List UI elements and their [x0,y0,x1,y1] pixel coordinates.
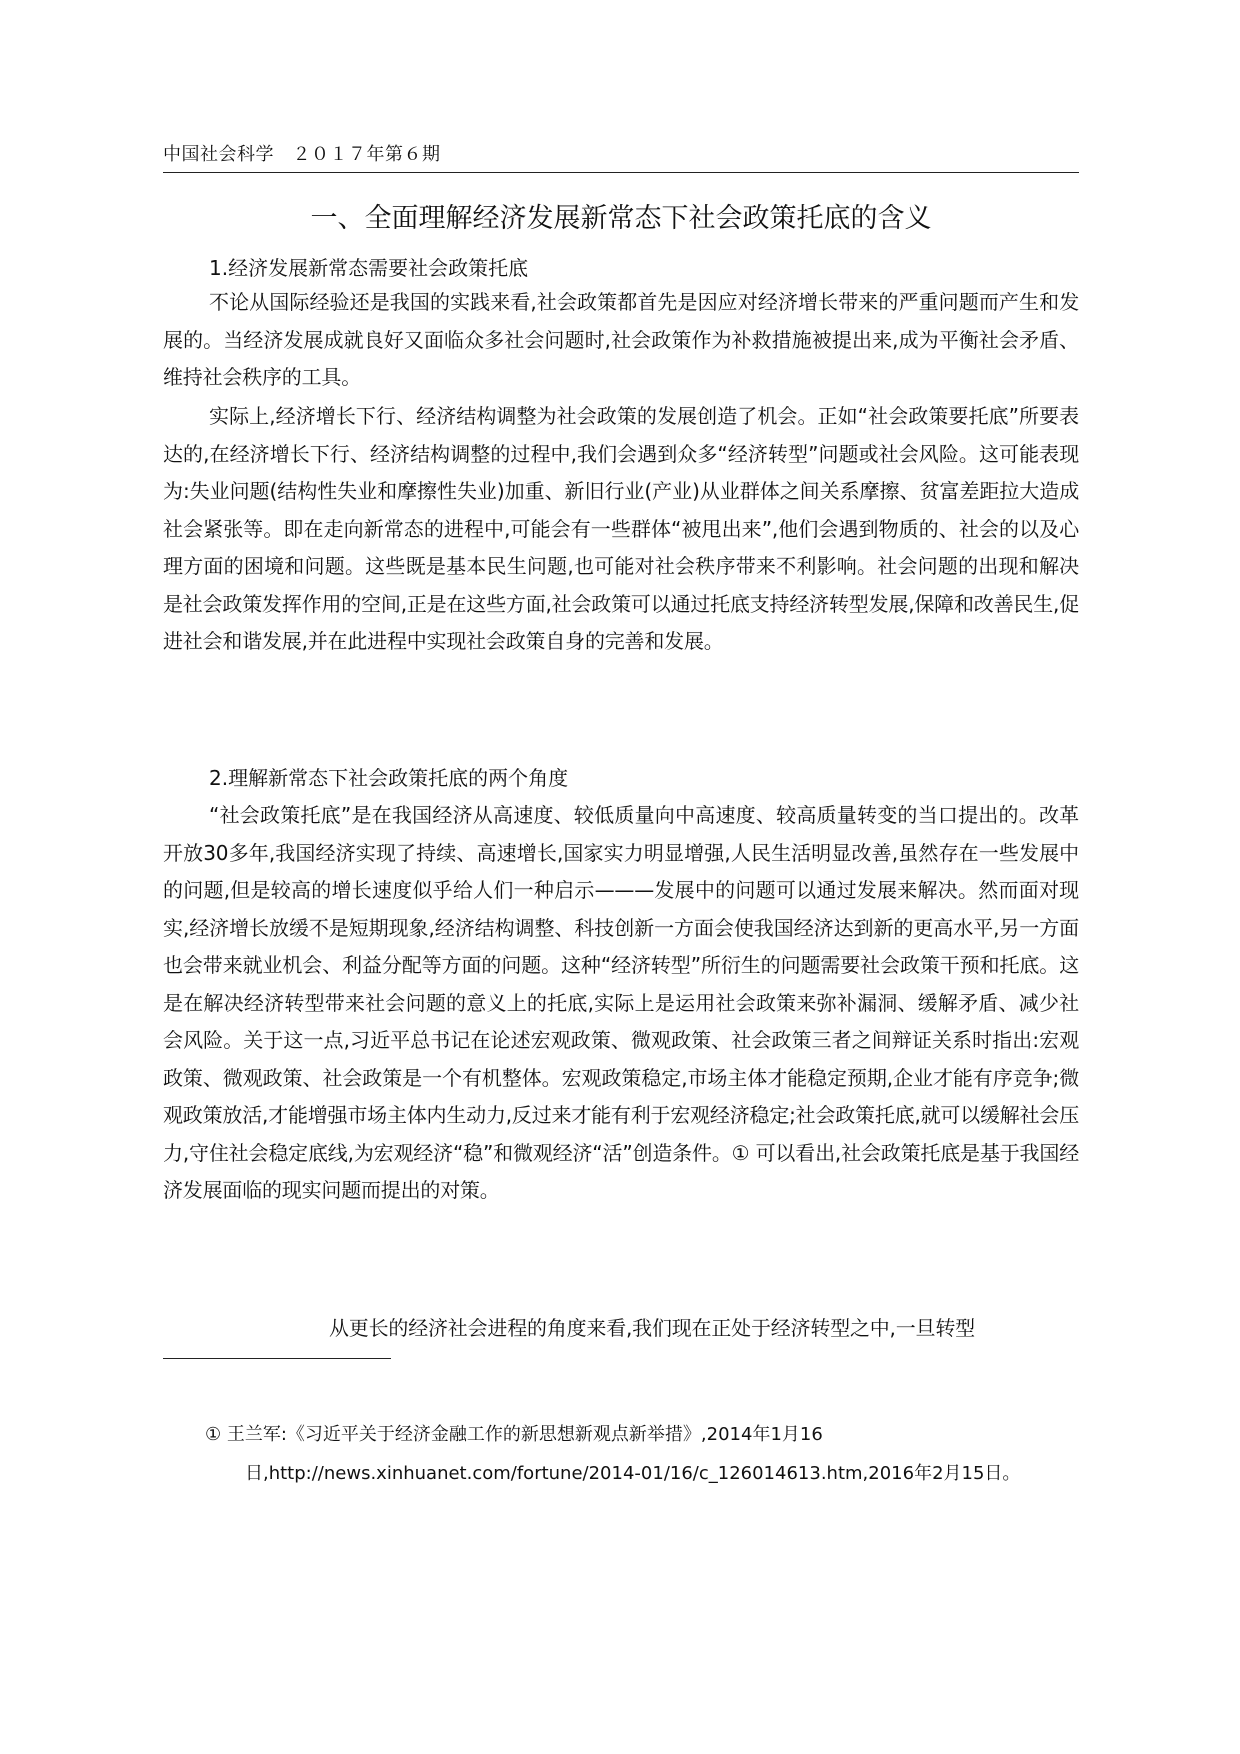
paragraph-3: “社会政策托底”是在我国经济从高速度、较低质量向中高速度、较高质量转变的当口提出的。改革开放30多年,我国经济实现了持续、高速增长,国家实力明显增强,人民生活明显改善,虽然存在一些发展中的问题,但是较高的增长速度似乎给人们一种启示———发展中的问题可以通过发展来解决。然而面对现实,经济增长放缓不是短期现象,经济结构调整、科技创新一方面会使我国经济达到新的更高水平,另一方面也会带来就业机会、利益分配等方面的问题。这种“经济转型”所衍生的问题需要社会政策干预和托底。这是在解决经济转型带来社会问题的意义上的托底,实际上是运用社会政策来弥补漏洞、缓解矛盾、减少社会风险。关于这一点,习近平总书记在论述宏观政策、微观政策、社会政策三者之间辩证关系时指出:宏观政策、微观政策、社会政策是一个有机整体。宏观政策稳定,市场主体才能稳定预期,企业才能有序竞争;微观政策放活,才能增强市场主体内生动力,反过来才能有利于宏观经济稳定;社会政策托底,就可以缓解社会压力,守住社会稳定底线,为宏观经济“稳”和微观经济“活”创造条件。① 可以看出,社会政策托底是基于我国经济发展面临的现实问题而提出的对策。 [163,803,1080,1202]
subheading-2: 2.理解新常态下社会政策托底的两个角度 [209,766,569,790]
paragraph-1: 不论从国际经验还是我国的实践来看,社会政策都首先是因应对经济增长带来的严重问题而产生和发展的。当经济发展成就良好又面临众多社会问题时,社会政策作为补救措施被提出来,成为平衡社会矛盾、维持社会秩序的工具。 [163,290,1079,389]
subheading-1: 1.经济发展新常态需要社会政策托底 [209,256,529,280]
paragraph-4: 从更长的经济社会进程的角度来看,我们现在正处于经济转型之中,一旦转型 [329,1316,975,1340]
footnote-rule [163,1358,391,1359]
paragraph-2: 实际上,经济增长下行、经济结构调整为社会政策的发展创造了机会。正如“社会政策要托底”所要表达的,在经济增长下行、经济结构调整的过程中,我们会遇到众多“经济转型”问题或社会风险。这可能表现为:失业问题(结构性失业和摩擦性失业)加重、新旧行业(产业)从业群体之间关系摩擦、贫富差距拉大造成社会紧张等。即在走向新常态的进程中,可能会有一些群体“被甩出来”,他们会遇到物质的、社会的以及心理方面的困境和问题。这些既是基本民生问题,也可能对社会秩序带来不利影响。社会问题的出现和解决是社会政策发挥作用的空间,正是在这些方面,社会政策可以通过托底支持经济转型发展,保障和改善民生,促进社会和谐发展,并在此进程中实现社会政策自身的完善和发展。 [163,404,1079,653]
running-head: 中国社会科学 ２０１７年第６期 [163,144,441,165]
section-title: 一、全面理解经济发展新常态下社会政策托底的含义 [310,203,932,234]
header-rule [163,172,1079,173]
footnote [205,1415,1085,1493]
footnote-line-1: ① 王兰军:《习近平关于经济金融工作的新思想新观点新举措》,2014年1月16 [205,1424,823,1445]
footnote-line-2: 日,http://news.xinhuanet.com/fortune/2014-01/16/c_126014613.htm,2016年2月15日。 [245,1463,1021,1484]
